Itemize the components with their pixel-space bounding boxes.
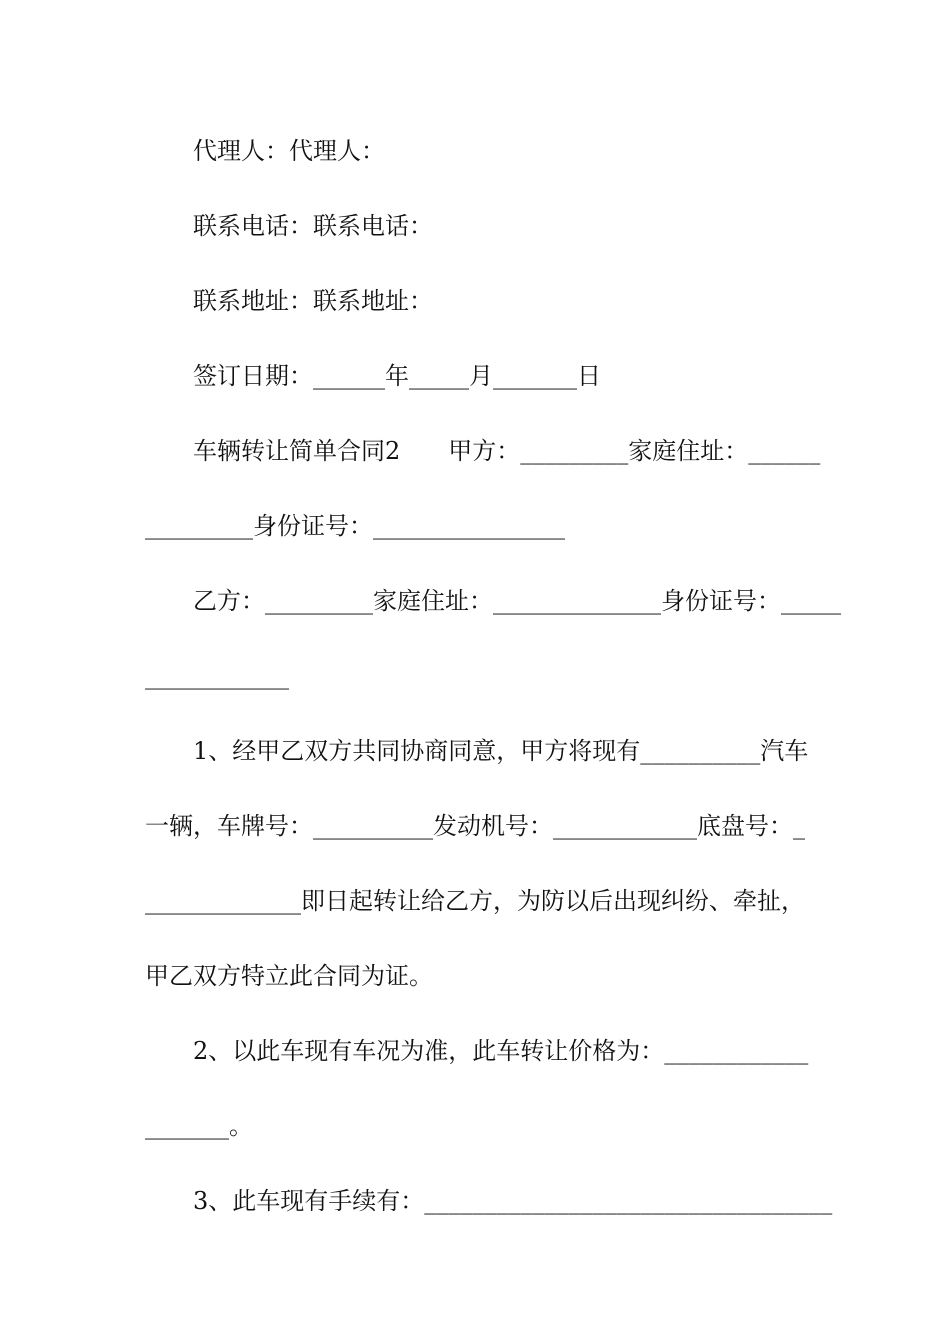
clause-2-line-2: _______。 xyxy=(145,1112,253,1140)
sign-date-line: 签订日期：______年_____月_______日 xyxy=(193,362,601,390)
clause-1-line-3: _____________即日起转让给乙方，为防以后出现纠纷、牵扯， xyxy=(145,887,805,915)
clause-1-line-4: 甲乙双方特立此合同为证。 xyxy=(145,962,433,990)
contract-title-party-a-line: 车辆转让简单合同2 甲方：_________家庭住址：______ xyxy=(193,437,821,465)
clause-3-line-1: 3、此车现有手续有：__________________________________ xyxy=(193,1187,833,1215)
phone-line: 联系电话：联系电话： xyxy=(193,212,433,240)
party-b-id-continuation: ____________ xyxy=(145,662,289,690)
agent-line: 代理人：代理人： xyxy=(193,137,385,165)
clause-1-line-2: 一辆，车牌号：__________发动机号：____________底盘号：_ xyxy=(145,812,805,840)
party-a-id-line: _________身份证号：________________ xyxy=(145,512,565,540)
party-b-line: 乙方：_________家庭住址：______________身份证号：_____ xyxy=(193,587,841,615)
clause-1-line-1: 1、经甲乙双方共同协商同意，甲方将现有__________汽车 xyxy=(193,737,809,765)
address-line: 联系地址：联系地址： xyxy=(193,287,433,315)
clause-2-line-1: 2、以此车现有车况为准，此车转让价格为：____________ xyxy=(193,1037,809,1065)
